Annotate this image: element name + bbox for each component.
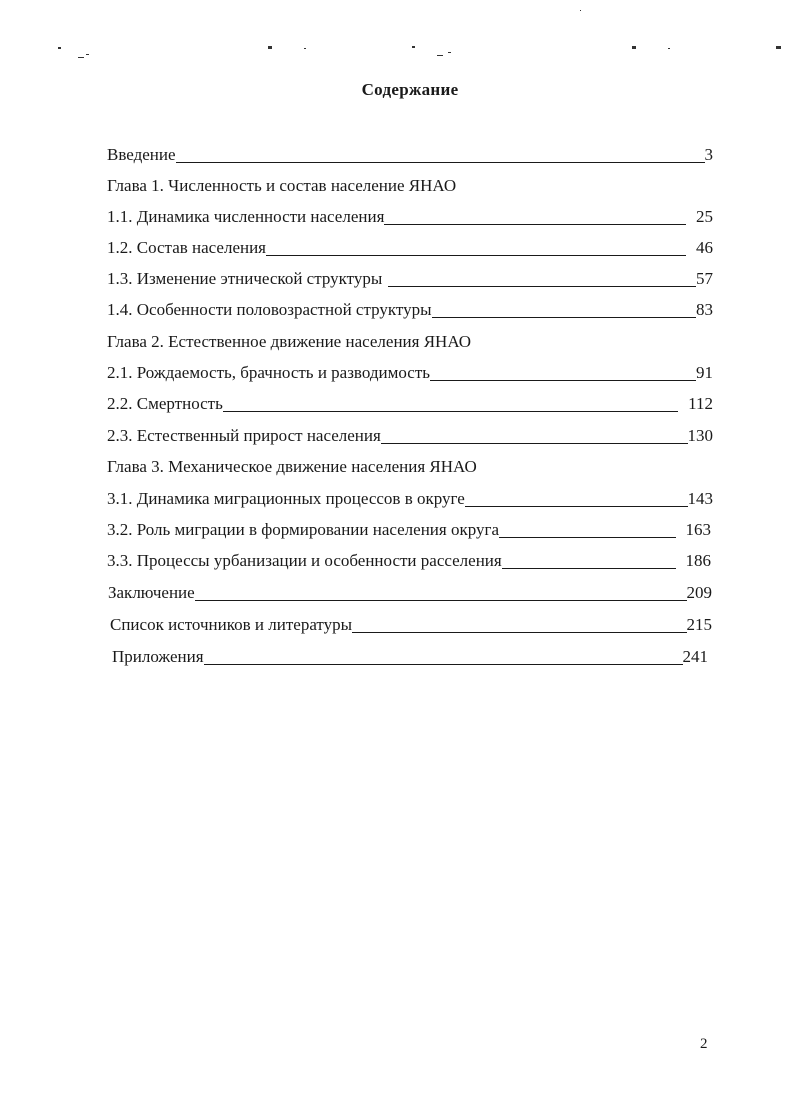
toc-page-number: 57 bbox=[696, 269, 713, 288]
toc-entry-1-2[interactable] bbox=[107, 237, 713, 259]
toc-page-number: 163 bbox=[685, 520, 711, 539]
toc-leader-line bbox=[465, 506, 688, 507]
toc-entry-label: 2.1. Рождаемость, брачность и разводимость bbox=[107, 363, 430, 382]
toc-entry-label: 1.2. Состав населения bbox=[107, 238, 267, 257]
toc-entry-appendix[interactable] bbox=[112, 646, 708, 668]
toc-page-number: 130 bbox=[687, 426, 713, 445]
page-title: Содержание bbox=[361, 80, 459, 99]
toc-leader-line bbox=[502, 568, 676, 569]
toc-entry-2-3[interactable] bbox=[107, 425, 713, 447]
toc-entry-label: Приложения bbox=[112, 647, 204, 666]
toc-leader-line bbox=[499, 537, 675, 538]
toc-leader-line bbox=[176, 162, 705, 163]
toc-chapter-1[interactable]: Глава 1. Численность и состав население ЯНАО bbox=[107, 176, 457, 195]
toc-page-number: 3 bbox=[704, 145, 713, 164]
toc-entry-label: 3.3. Процессы урбанизации и особенности расселения bbox=[107, 551, 502, 570]
toc-entry-label: 3.1. Динамика миграционных процессов в округе bbox=[107, 489, 465, 508]
toc-leader-line bbox=[430, 380, 696, 381]
toc-entry-label: 2.3. Естественный прирост населения bbox=[107, 426, 381, 445]
scan-specks bbox=[0, 0, 793, 80]
toc-entry-conclusion[interactable] bbox=[108, 582, 712, 604]
toc-entry-label: 1.3. Изменение этнической структуры bbox=[107, 269, 383, 288]
toc-chapter-2[interactable]: Глава 2. Естественное движение населения ЯНАО bbox=[107, 332, 472, 351]
toc-chapter-3[interactable]: Глава 3. Механическое движение населения ЯНАО bbox=[107, 457, 477, 476]
toc-page-number: 241 bbox=[682, 647, 708, 666]
toc-page-number: 83 bbox=[696, 300, 713, 319]
toc-page-number: 46 bbox=[696, 238, 713, 257]
toc-entry-label: 2.2. Смертность bbox=[107, 394, 223, 413]
toc-page-number: 91 bbox=[696, 363, 713, 382]
toc-entry-intro[interactable] bbox=[107, 144, 713, 166]
page-number: 2 bbox=[700, 1036, 708, 1052]
toc-page-number: 112 bbox=[688, 394, 713, 413]
toc-entry-label: Заключение bbox=[108, 583, 195, 602]
toc-entry-sources[interactable] bbox=[110, 614, 712, 636]
toc-entry-2-2[interactable] bbox=[107, 393, 713, 415]
toc-leader-line bbox=[195, 600, 687, 601]
toc-entry-label: 1.1. Динамика численности населения bbox=[107, 207, 385, 226]
toc-page-number: 186 bbox=[685, 551, 711, 570]
toc-entry-label: 3.2. Роль миграции в формировании населения округа bbox=[107, 520, 500, 539]
toc-entry-3-3[interactable] bbox=[107, 550, 711, 572]
toc-leader-line bbox=[204, 664, 683, 665]
toc-page-number: 25 bbox=[696, 207, 713, 226]
toc-entry-label: 1.4. Особенности половозрастной структуры bbox=[107, 300, 432, 319]
toc-leader-line bbox=[266, 255, 686, 256]
toc-entry-label: Список источников и литературы bbox=[110, 615, 353, 634]
toc-entry-2-1[interactable] bbox=[107, 362, 713, 384]
toc-leader-line bbox=[381, 443, 688, 444]
toc-page-number: 215 bbox=[686, 615, 712, 634]
toc-entry-1-4[interactable] bbox=[107, 299, 713, 321]
toc-entry-1-3[interactable] bbox=[107, 268, 713, 290]
toc-leader-line bbox=[352, 632, 686, 633]
toc-page-number: 209 bbox=[686, 583, 712, 602]
toc-entry-label: Введение bbox=[107, 145, 176, 164]
toc-leader-line bbox=[388, 286, 696, 287]
toc-page-number: 143 bbox=[687, 489, 713, 508]
toc-leader-line bbox=[223, 411, 678, 412]
toc-entry-3-1[interactable] bbox=[107, 488, 713, 510]
toc-leader-line bbox=[432, 317, 696, 318]
toc-entry-3-2[interactable] bbox=[107, 519, 711, 541]
toc-entry-1-1[interactable] bbox=[107, 206, 713, 228]
toc-leader-line bbox=[384, 224, 686, 225]
